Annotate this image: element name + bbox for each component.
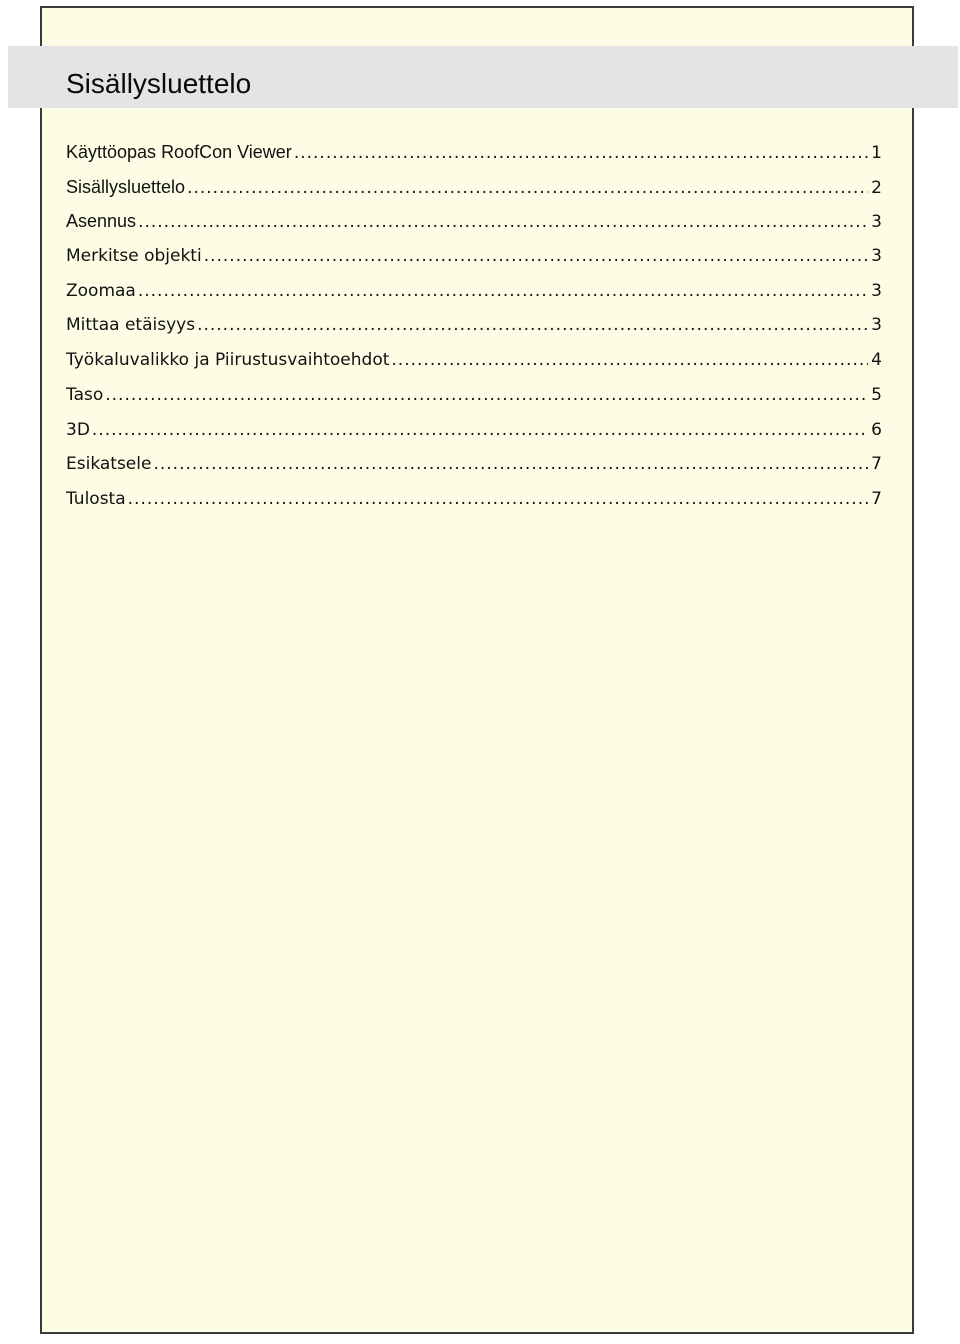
toc-entry-measure-distance[interactable] <box>66 315 882 350</box>
toc-dot-leader <box>294 143 868 163</box>
toc-entry-print[interactable] <box>66 489 882 524</box>
table-of-contents <box>66 142 882 524</box>
toc-entry-label: 3D <box>66 419 90 440</box>
toc-page-number: 5 <box>871 384 882 405</box>
toc-page-number: 7 <box>871 454 882 475</box>
toc-entry-zoom[interactable] <box>66 281 882 316</box>
toc-dot-leader <box>138 281 868 301</box>
toc-dot-leader <box>391 350 868 370</box>
toc-entry-label: Merkitse objekti <box>66 246 202 267</box>
toc-dot-leader <box>138 212 868 232</box>
toc-page-number: 7 <box>871 488 882 509</box>
toc-entry-contents[interactable] <box>66 177 882 212</box>
toc-entry-label: Taso <box>66 384 104 405</box>
toc-entry-label: Mittaa etäisyys <box>66 315 196 336</box>
toc-page-number: 3 <box>871 280 882 301</box>
toc-entry-installation[interactable] <box>66 211 882 246</box>
toc-page-number: 4 <box>871 350 882 371</box>
toc-entry-label: Esikatsele <box>66 454 152 475</box>
toc-entry-label: Työkaluvalikko ja Piirustusvaihtoehdot <box>66 350 390 371</box>
toc-entry-label: Tulosta <box>66 488 126 509</box>
toc-dot-leader <box>128 489 868 509</box>
toc-entry-label: Sisällysluettelo <box>66 176 186 197</box>
toc-page-number: 3 <box>871 315 882 336</box>
toc-dot-leader <box>197 315 868 335</box>
toc-entry-label: Käyttöopas RoofCon Viewer <box>66 142 292 162</box>
toc-entry-toolbar-drawing-options[interactable] <box>66 350 882 385</box>
toc-page-number: 3 <box>871 212 882 233</box>
toc-dot-leader <box>153 454 868 474</box>
toc-entry-preview[interactable] <box>66 454 882 489</box>
toc-page-number: 2 <box>871 177 882 198</box>
toc-entry-label: Zoomaa <box>66 280 136 301</box>
toc-dot-leader <box>204 246 868 266</box>
toc-entry-label: Asennus <box>66 211 137 232</box>
toc-dot-leader <box>105 385 868 405</box>
toc-dot-leader <box>187 178 868 198</box>
title-band <box>8 46 958 108</box>
toc-entry-mark-object[interactable] <box>66 246 882 281</box>
toc-page-number: 6 <box>871 419 882 440</box>
toc-entry-plane[interactable] <box>66 385 882 420</box>
toc-entry-3d[interactable] <box>66 420 882 455</box>
toc-page-number: 1 <box>871 143 882 163</box>
toc-page-number: 3 <box>871 246 882 267</box>
toc-entry-user-guide[interactable] <box>66 142 882 177</box>
page-title: Sisällysluettelo <box>66 68 252 99</box>
toc-dot-leader <box>92 420 868 440</box>
